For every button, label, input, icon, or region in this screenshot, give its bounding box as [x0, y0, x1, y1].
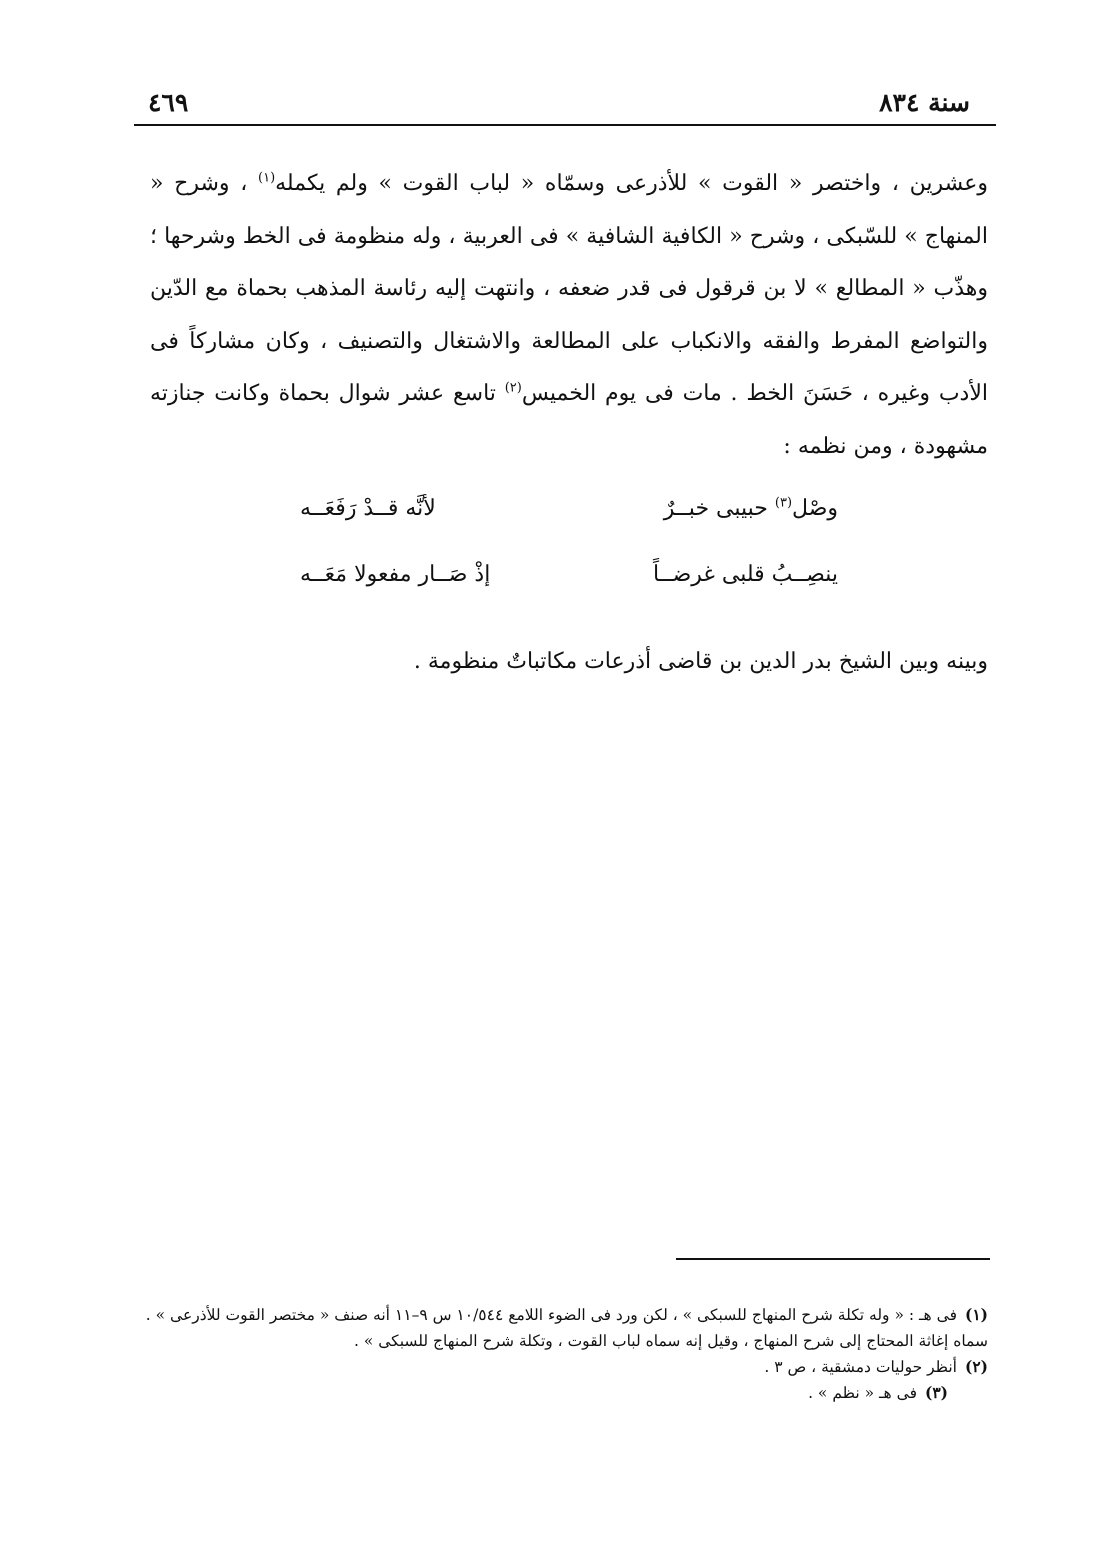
- main-text: [150, 158, 988, 473]
- footnote-ref-2[interactable]: (٢): [504, 380, 522, 396]
- footnote-number: (١): [964, 1305, 988, 1324]
- footnote: [136, 1302, 988, 1354]
- footnotes: [136, 1302, 988, 1406]
- footnote: [136, 1380, 988, 1406]
- footnote-number: (٢): [964, 1357, 988, 1376]
- poem-hemistich-left: لأنَّه قــدْ رَفَعَــه: [300, 496, 436, 521]
- footnote-text: فى هـ : « وله تكلة شرح المنهاج للسبكى » ، لكن ورد فى الضوء اللامع ١٠/٥٤٤ س ٩–١١ أنه صنف « مختصر القوت للأذرعى » . سماه إغاثة المحتاج إلى شرح المنهاج ، وقيل إنه سماه لباب القوت ، وتكلة شرح المنهاج للسبكى » .: [145, 1306, 988, 1350]
- footnote-text: فى هـ « نظم » .: [808, 1384, 917, 1402]
- running-title: سنة ٨٣٤: [879, 88, 970, 117]
- footnote-number: (٣): [924, 1383, 948, 1402]
- closing-sentence: وبينه وبين الشيخ بدر الدين بن قاضى أذرعات مكاتباتٌ منظومة .: [413, 649, 988, 674]
- poem-verse: [300, 496, 838, 536]
- poem-hemistich-right: [664, 496, 838, 521]
- paragraph-biography: [150, 158, 988, 473]
- footnote-ref-3[interactable]: (٣): [774, 495, 793, 511]
- page-number: ٤٦٩: [148, 88, 189, 117]
- footnote: [136, 1354, 988, 1380]
- poem-verse: [300, 562, 838, 602]
- paragraph-text: وعشرين ، واختصر « القوت » للأذرعى وسمّاه « لباب القوت » ولم يكمله: [275, 171, 989, 196]
- footnote-divider: [676, 1258, 990, 1260]
- poem-hemistich-right: ينصِــبُ قلبى غرضــاً: [652, 562, 838, 587]
- paragraph-text: تاسع عشر شوال بحماة وكانت جنازته مشهودة ، ومن نظمه :: [150, 381, 988, 459]
- footnote-text: أنظر حوليات دمشقية ، ص ٣ .: [764, 1358, 957, 1376]
- hemistich-text: حبيبى خبــرٌ: [663, 496, 775, 521]
- hemistich-text: وصْل: [792, 496, 838, 521]
- poem-hemistich-left: إذْ صَــار مفعولا مَعَــه: [300, 562, 491, 587]
- header-divider: [134, 124, 996, 126]
- paragraph-text: ، وشرح « المنهاج » للسّبكى ، وشرح « الكافية الشافية » فى العربية ، وله منظومة فى الخط وشرحها ؛ وهذّب « المطالع » لا بن قرقول فى قدر ضعفه ، وانتهت إليه رئاسة المذهب بحماة مع الدّين والتواضع المفرط والفقه والانكباب على المطالعة والاشتغال والتصنيف ، وكان مشاركاً فى الأدب وغيره ، حَسَنَ الخط . مات فى يوم الخميس: [150, 171, 989, 406]
- footnote-ref-1[interactable]: (١): [258, 170, 276, 186]
